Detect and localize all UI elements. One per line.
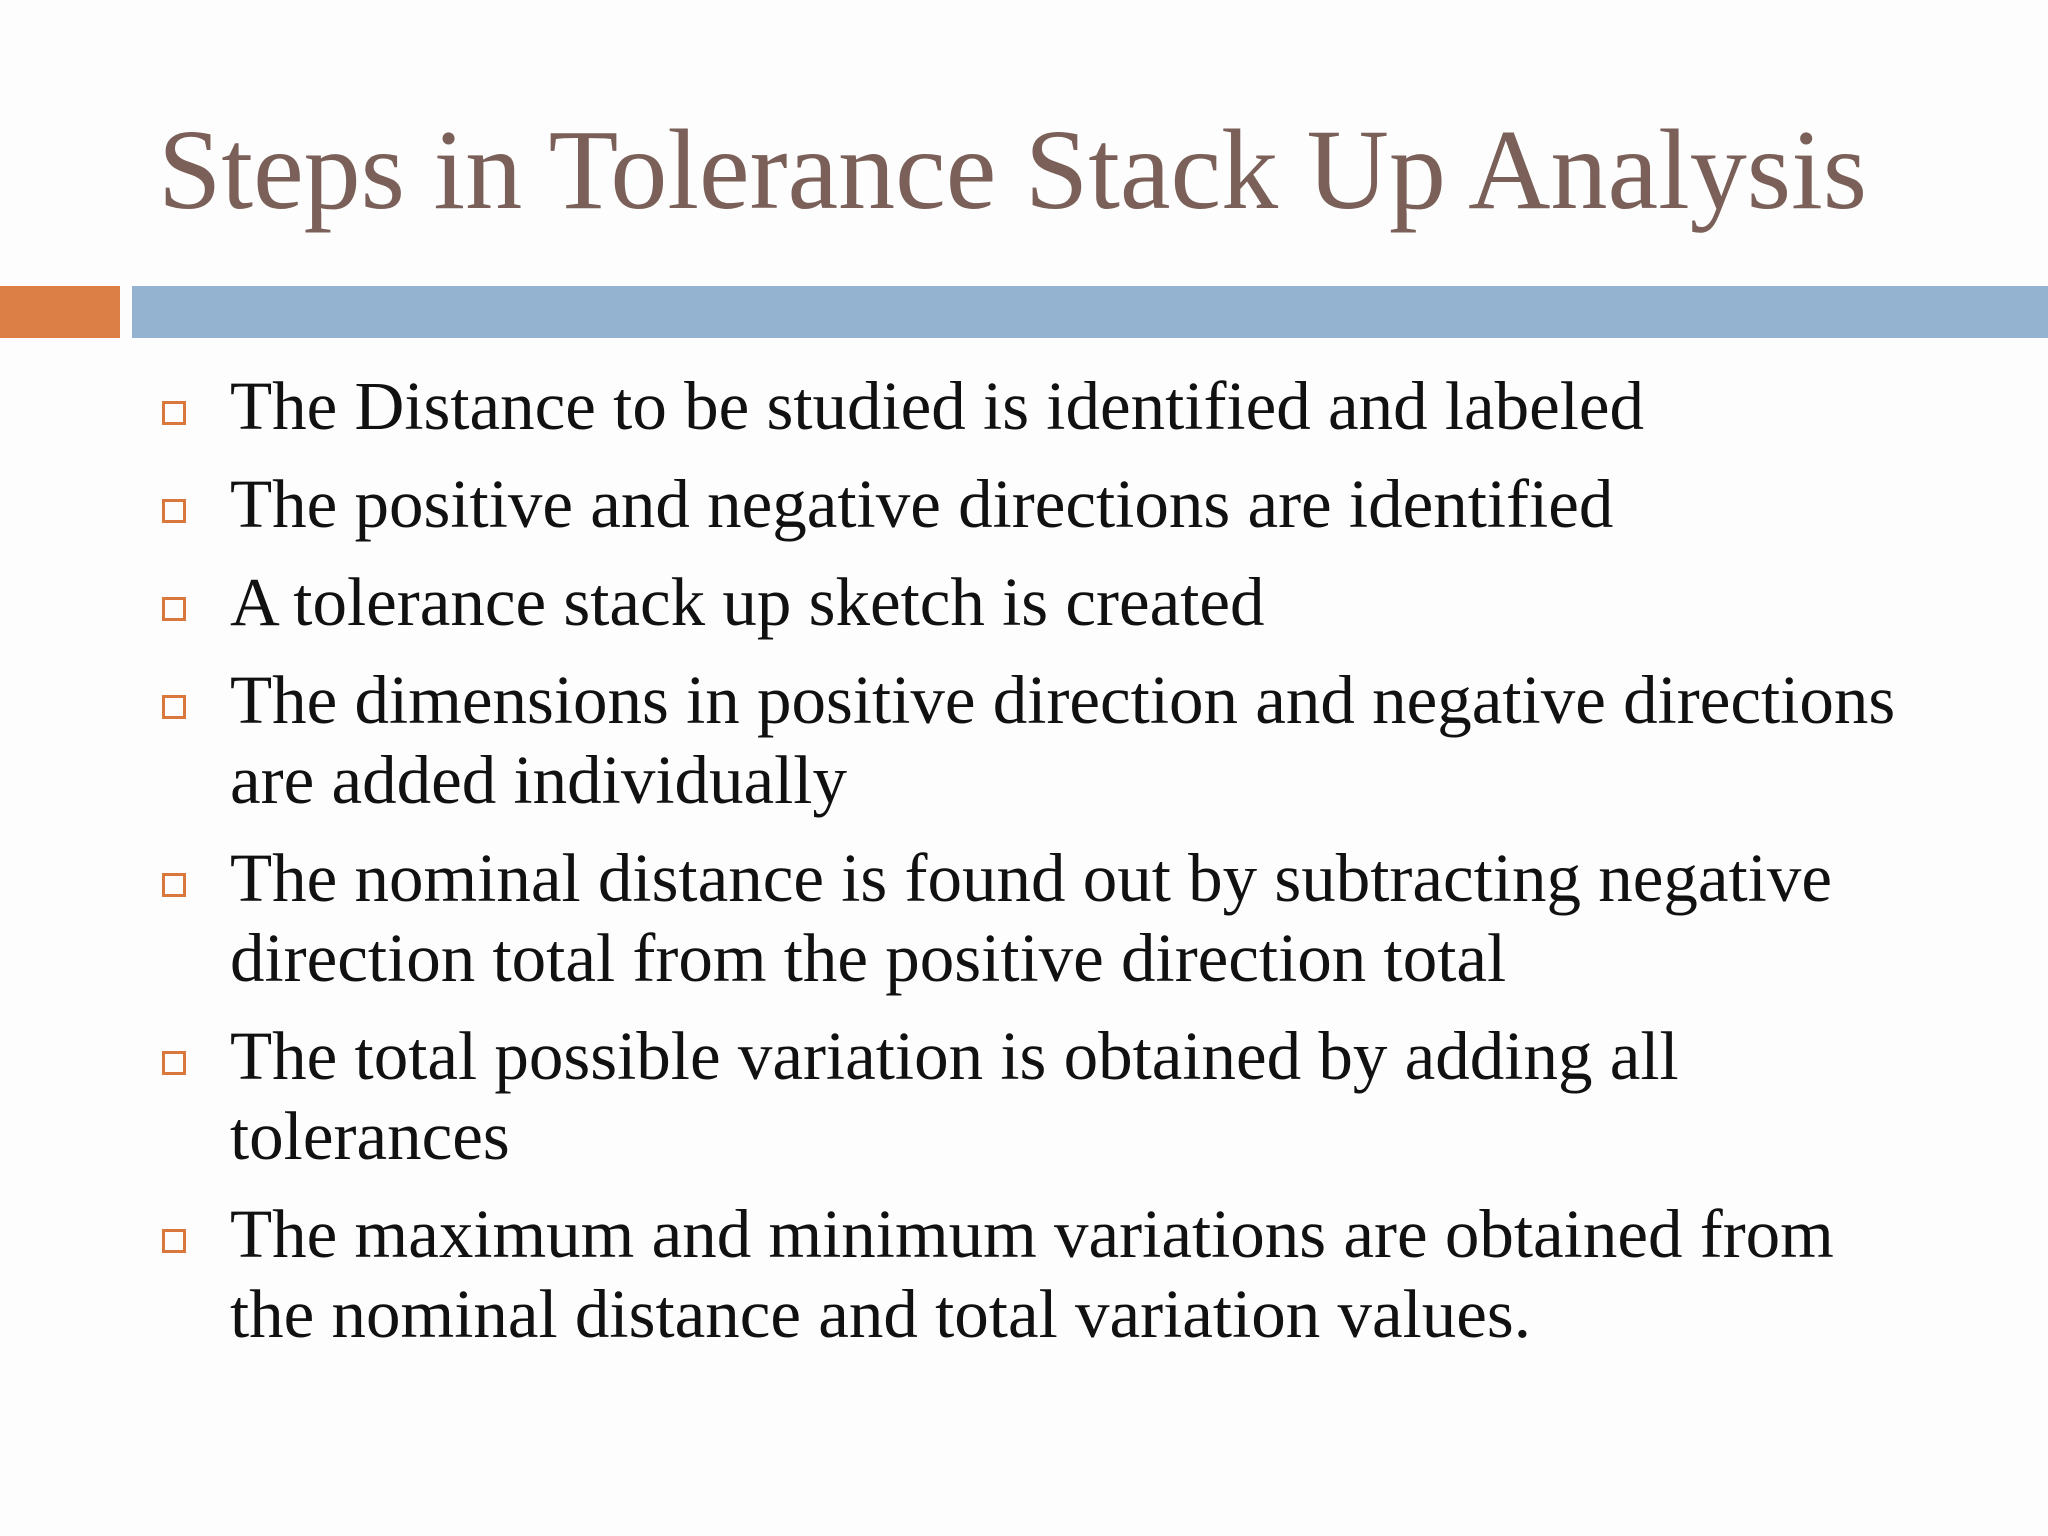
- bullet-list: [160, 366, 1900, 1372]
- hollow-square-bullet-icon: [162, 597, 186, 621]
- hollow-square-bullet-icon: [162, 1051, 186, 1075]
- hollow-square-bullet-icon: [162, 401, 186, 425]
- bullet-text: The positive and negative directions are identified: [230, 466, 1614, 542]
- bullet-item: [160, 366, 1900, 446]
- bullet-item: [160, 660, 1900, 820]
- bullet-item: [160, 1194, 1900, 1354]
- bullet-text: The maximum and minimum variations are obtained from the nominal distance and total variation values.: [230, 1196, 1834, 1352]
- bullet-item: [160, 1016, 1900, 1176]
- hollow-square-bullet-icon: [162, 1229, 186, 1253]
- hollow-square-bullet-icon: [162, 499, 186, 523]
- bullet-text: The Distance to be studied is identified and labeled: [230, 368, 1645, 444]
- hollow-square-bullet-icon: [162, 695, 186, 719]
- slide-title: Steps in Tolerance Stack Up Analysis: [158, 106, 1868, 233]
- bullet-text: The nominal distance is found out by subtracting negative direction total from the positive direction total: [230, 840, 1832, 996]
- hollow-square-bullet-icon: [162, 873, 186, 897]
- bullet-item: [160, 838, 1900, 998]
- bullet-text: A tolerance stack up sketch is created: [230, 564, 1265, 640]
- bullet-item: [160, 562, 1900, 642]
- bullet-item: [160, 464, 1900, 544]
- title-accent-bar-blue: [132, 286, 2048, 338]
- title-accent-bar-orange: [0, 286, 120, 338]
- bullet-text: The total possible variation is obtained by adding all tolerances: [230, 1018, 1679, 1174]
- bullet-text: The dimensions in positive direction and negative directions are added individually: [230, 662, 1896, 818]
